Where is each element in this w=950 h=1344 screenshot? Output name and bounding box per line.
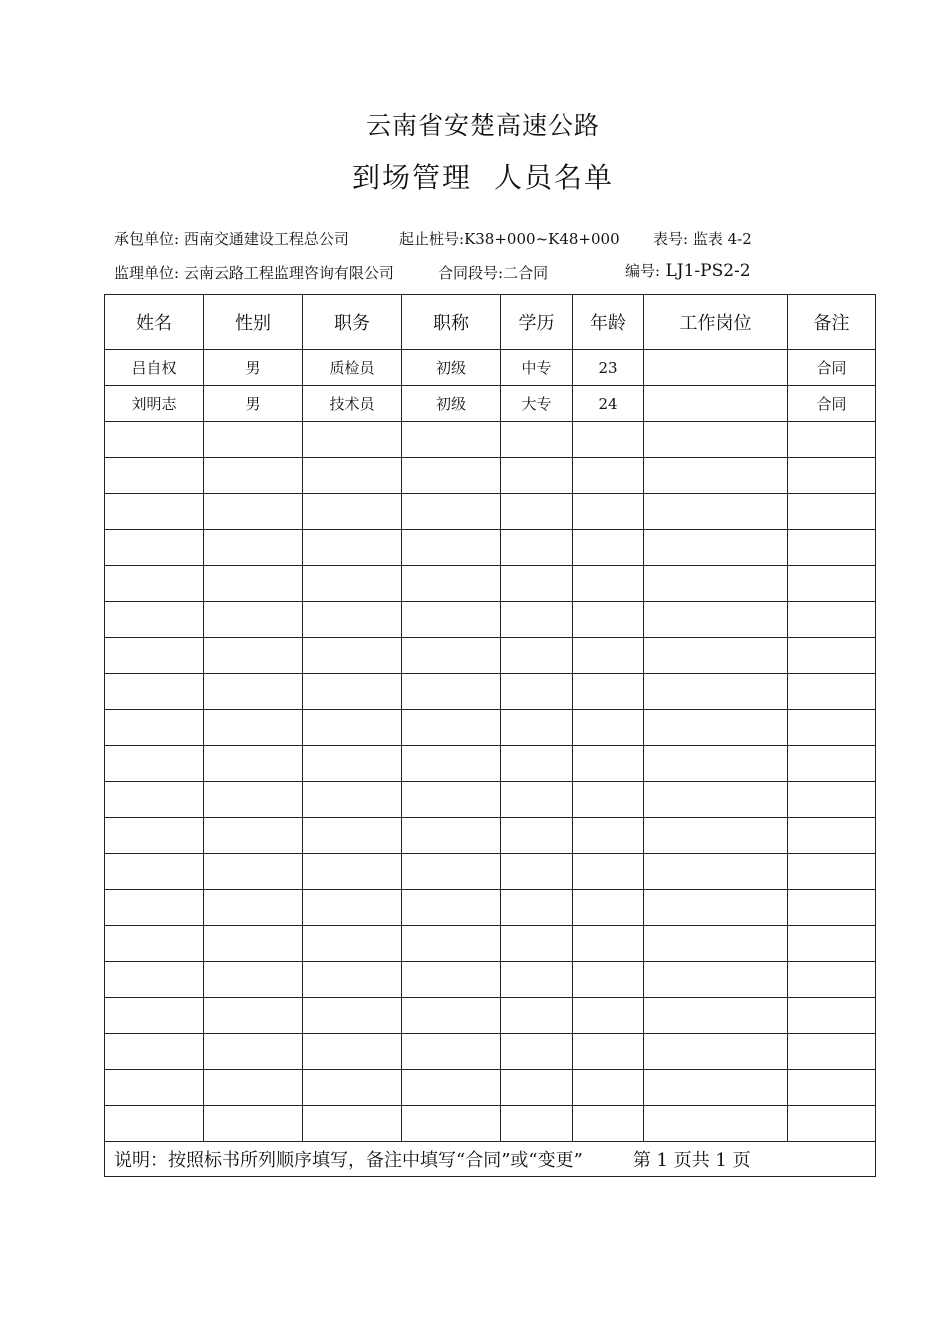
table-cell [573, 530, 644, 566]
table-row [105, 422, 876, 458]
table-cell [204, 602, 303, 638]
table-cell [573, 458, 644, 494]
table-cell [402, 890, 501, 926]
table-cell [204, 854, 303, 890]
table-cell [402, 998, 501, 1034]
table-cell [105, 530, 204, 566]
table-cell [402, 422, 501, 458]
table-cell [501, 854, 573, 890]
table-cell [303, 890, 402, 926]
table-cell [303, 926, 402, 962]
table-cell [573, 602, 644, 638]
table-cell [204, 710, 303, 746]
contractor-label: 承包单位: [114, 230, 180, 248]
table-cell [573, 710, 644, 746]
table-cell [303, 674, 402, 710]
table-cell [788, 818, 876, 854]
table-row [105, 962, 876, 998]
table-cell [402, 1070, 501, 1106]
table-cell [303, 602, 402, 638]
section-value: 二合同 [503, 264, 549, 282]
table-cell [105, 962, 204, 998]
table-cell [105, 602, 204, 638]
table-cell [303, 1070, 402, 1106]
table-cell [573, 746, 644, 782]
table-cell: 24 [573, 386, 644, 422]
table-cell [788, 638, 876, 674]
table-cell [105, 746, 204, 782]
table-cell [204, 962, 303, 998]
table-cell [303, 746, 402, 782]
table-cell [644, 386, 788, 422]
table-cell [204, 566, 303, 602]
table-cell [204, 530, 303, 566]
table-cell [105, 782, 204, 818]
document-subtitle [0, 156, 950, 196]
table-cell [644, 422, 788, 458]
table-cell [402, 566, 501, 602]
table-cell [573, 782, 644, 818]
table-cell [644, 638, 788, 674]
table-cell [105, 458, 204, 494]
subtitle-part1: 到场管理 [351, 161, 472, 194]
table-cell [105, 854, 204, 890]
table-cell [644, 998, 788, 1034]
table-cell [402, 674, 501, 710]
table-cell [402, 458, 501, 494]
footer-cell [105, 1142, 876, 1177]
table-cell [105, 890, 204, 926]
table-cell [105, 674, 204, 710]
table-cell [788, 854, 876, 890]
station-value: K38+000~K48+000 [464, 230, 620, 248]
table-row [105, 566, 876, 602]
table-cell [501, 818, 573, 854]
table-cell [644, 926, 788, 962]
table-cell [501, 998, 573, 1034]
table-cell [402, 1034, 501, 1070]
column-header-remarks: 备注 [788, 295, 876, 350]
table-cell [204, 926, 303, 962]
table-row [105, 854, 876, 890]
table-cell [573, 1034, 644, 1070]
table-row [105, 530, 876, 566]
table-row [105, 386, 876, 422]
page-indicator: 第 1 页共 1 页 [632, 1150, 751, 1171]
table-cell [303, 818, 402, 854]
table-cell [644, 350, 788, 386]
table-cell [303, 710, 402, 746]
table-cell [303, 530, 402, 566]
table-cell [573, 926, 644, 962]
table-row [105, 746, 876, 782]
table-cell [573, 494, 644, 530]
table-cell [788, 674, 876, 710]
table-cell [501, 746, 573, 782]
table-cell [644, 494, 788, 530]
table-row [105, 710, 876, 746]
table-cell [402, 926, 501, 962]
table-cell [204, 782, 303, 818]
table-cell [788, 746, 876, 782]
column-header-education: 学历 [501, 295, 573, 350]
table-cell [788, 782, 876, 818]
table-cell: 质检员 [303, 350, 402, 386]
table-row [105, 602, 876, 638]
table-cell [644, 1034, 788, 1070]
table-cell [788, 566, 876, 602]
table-cell: 23 [573, 350, 644, 386]
station-label: 起止桩号: [399, 230, 465, 248]
section-label: 合同段号: [438, 264, 504, 282]
table-row [105, 998, 876, 1034]
table-cell [105, 818, 204, 854]
table-cell [204, 494, 303, 530]
table-cell [105, 1034, 204, 1070]
column-header-job-post: 工作岗位 [644, 295, 788, 350]
table-cell [402, 854, 501, 890]
table-cell [402, 602, 501, 638]
table-cell [501, 422, 573, 458]
table-cell: 初级 [402, 350, 501, 386]
supervisor-label: 监理单位: [114, 264, 180, 282]
table-header-row [105, 295, 876, 350]
contractor-value: 西南交通建设工程总公司 [183, 230, 349, 248]
form-number-value: 监表 4-2 [692, 230, 752, 248]
table-cell [204, 1070, 303, 1106]
table-footer-row [105, 1142, 876, 1177]
table-row [105, 1070, 876, 1106]
table-cell [303, 1034, 402, 1070]
table-cell [788, 602, 876, 638]
table-cell [644, 566, 788, 602]
table-cell [501, 638, 573, 674]
table-cell [303, 998, 402, 1034]
table-cell [402, 782, 501, 818]
table-cell [573, 566, 644, 602]
column-header-title: 职称 [402, 295, 501, 350]
supervisor-value: 云南云路工程监理咨询有限公司 [183, 264, 394, 282]
table-row [105, 1034, 876, 1070]
table-cell [501, 530, 573, 566]
table-cell [501, 962, 573, 998]
table-cell [204, 422, 303, 458]
table-cell [788, 890, 876, 926]
table-row [105, 818, 876, 854]
table-cell [644, 710, 788, 746]
table-cell [303, 422, 402, 458]
table-cell: 刘明志 [105, 386, 204, 422]
table-cell: 合同 [788, 350, 876, 386]
table-cell [501, 890, 573, 926]
table-cell [204, 458, 303, 494]
table-cell [501, 602, 573, 638]
table-cell [788, 1106, 876, 1142]
table-cell: 男 [204, 350, 303, 386]
table-cell [501, 1034, 573, 1070]
table-cell [788, 530, 876, 566]
table-row [105, 350, 876, 386]
table-cell [303, 638, 402, 674]
table-row [105, 782, 876, 818]
table-cell [573, 638, 644, 674]
table-cell [573, 890, 644, 926]
table-cell [105, 494, 204, 530]
table-cell [573, 854, 644, 890]
table-cell: 技术员 [303, 386, 402, 422]
table-cell [105, 710, 204, 746]
table-cell [105, 638, 204, 674]
table-cell [501, 782, 573, 818]
table-row [105, 674, 876, 710]
column-header-name: 姓名 [105, 295, 204, 350]
table-cell [105, 1070, 204, 1106]
serial-label: 编号: [625, 262, 661, 280]
table-cell [204, 890, 303, 926]
table-cell [105, 566, 204, 602]
table-cell [204, 674, 303, 710]
table-cell [644, 530, 788, 566]
table-cell: 中专 [501, 350, 573, 386]
table-cell [204, 746, 303, 782]
table-row [105, 638, 876, 674]
column-header-gender: 性别 [204, 295, 303, 350]
table-cell [303, 1106, 402, 1142]
table-cell [402, 818, 501, 854]
serial-value: LJ1-PS2-2 [665, 261, 751, 281]
table-cell [501, 566, 573, 602]
table-row [105, 1106, 876, 1142]
table-row [105, 926, 876, 962]
column-header-age: 年龄 [573, 295, 644, 350]
table-cell [303, 566, 402, 602]
table-cell [303, 458, 402, 494]
table-cell [402, 1106, 501, 1142]
table-cell [644, 890, 788, 926]
table-cell [788, 926, 876, 962]
table-cell [402, 530, 501, 566]
table-cell [105, 422, 204, 458]
table-cell [303, 494, 402, 530]
document-title: 云南省安楚高速公路 [365, 111, 600, 140]
table-cell [105, 926, 204, 962]
table-cell [644, 458, 788, 494]
table-cell [402, 746, 501, 782]
table-cell [204, 998, 303, 1034]
serial-number-info [625, 260, 751, 281]
section-info [438, 262, 548, 283]
table-cell [788, 458, 876, 494]
table-cell [204, 1034, 303, 1070]
table-cell [501, 710, 573, 746]
table-cell [788, 422, 876, 458]
table-cell [644, 1106, 788, 1142]
table-cell [501, 674, 573, 710]
table-row [105, 494, 876, 530]
table-cell [303, 854, 402, 890]
form-number-label: 表号: [653, 230, 689, 248]
table-cell [788, 494, 876, 530]
table-cell: 合同 [788, 386, 876, 422]
form-number-info [653, 228, 752, 249]
table-cell [573, 422, 644, 458]
table-cell [204, 1106, 303, 1142]
table-cell [644, 818, 788, 854]
table-cell [644, 746, 788, 782]
station-info [399, 228, 620, 249]
table-row [105, 458, 876, 494]
table-cell [644, 1070, 788, 1106]
table-cell [788, 998, 876, 1034]
table-cell [573, 818, 644, 854]
table-cell [788, 962, 876, 998]
table-cell: 大专 [501, 386, 573, 422]
table-cell: 初级 [402, 386, 501, 422]
table-cell [644, 602, 788, 638]
table-cell [788, 710, 876, 746]
column-header-position: 职务 [303, 295, 402, 350]
table-cell [501, 494, 573, 530]
table-cell [402, 638, 501, 674]
table-cell [644, 674, 788, 710]
table-cell [402, 962, 501, 998]
table-cell [105, 1106, 204, 1142]
personnel-table [104, 294, 876, 1177]
table-cell [573, 1106, 644, 1142]
table-cell [573, 998, 644, 1034]
table-cell [788, 1034, 876, 1070]
table-cell [303, 782, 402, 818]
table-row [105, 890, 876, 926]
table-cell [573, 962, 644, 998]
table-cell [303, 962, 402, 998]
table-cell: 吕自权 [105, 350, 204, 386]
table-cell [501, 458, 573, 494]
subtitle-part2: 人员名单 [494, 161, 615, 194]
table-cell [105, 998, 204, 1034]
table-cell [644, 854, 788, 890]
table-cell [644, 962, 788, 998]
table-cell: 男 [204, 386, 303, 422]
table-cell [573, 674, 644, 710]
table-cell [204, 638, 303, 674]
contractor-info [114, 228, 349, 249]
table-cell [204, 818, 303, 854]
table-cell [501, 926, 573, 962]
table-cell [573, 1070, 644, 1106]
table-cell [501, 1070, 573, 1106]
table-cell [644, 782, 788, 818]
table-cell [402, 710, 501, 746]
supervisor-info [114, 262, 394, 283]
footer-note: 说明：按照标书所列顺序填写，备注中填写“合同”或“变更” [114, 1150, 583, 1171]
table-cell [788, 1070, 876, 1106]
table-cell [501, 1106, 573, 1142]
table-cell [402, 494, 501, 530]
